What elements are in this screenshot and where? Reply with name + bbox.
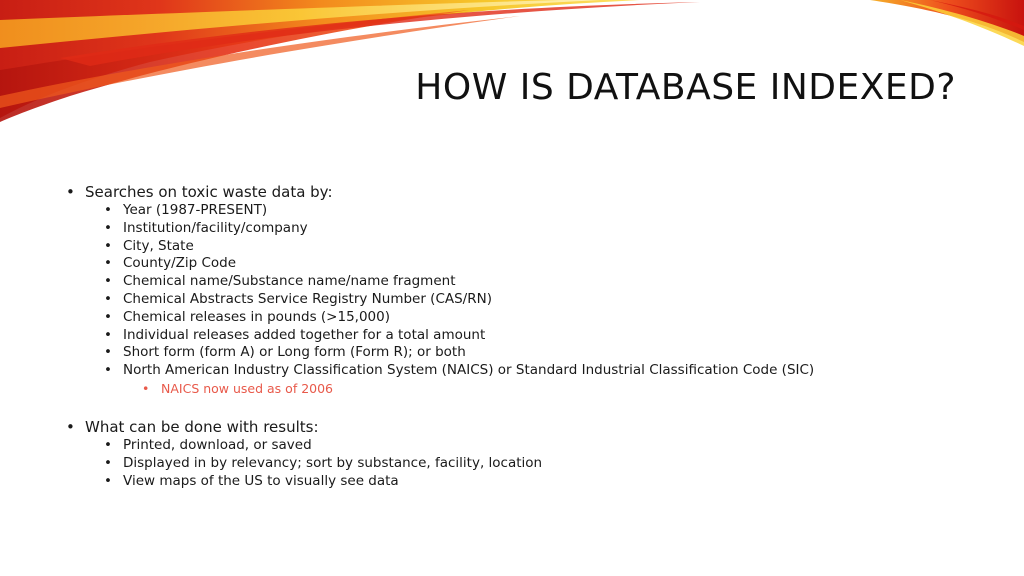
list-item xyxy=(104,362,966,397)
list-item-text: North American Industry Classification System (NAICS) or Standard Industrial Classification Code (SIC) xyxy=(123,362,815,379)
bullet-icon: • xyxy=(104,472,112,489)
list-item xyxy=(104,327,966,345)
bullet-icon: • xyxy=(104,362,112,379)
list-item-text: Chemical Abstracts Service Registry Number (CAS/RN) xyxy=(123,290,492,307)
bullet-icon: • xyxy=(104,436,112,453)
list-item-text: County/Zip Code xyxy=(123,255,237,272)
bullet-icon: • xyxy=(104,326,112,343)
bullet-icon: • xyxy=(104,202,112,218)
list-item xyxy=(104,238,966,256)
list-item xyxy=(104,455,966,473)
subnote-text: NAICS now used as of 2006 xyxy=(161,380,334,396)
sub-sub-bullet-list xyxy=(142,380,966,397)
bullet-icon: • xyxy=(104,255,112,272)
section-heading: Searches on toxic waste data by: xyxy=(85,183,333,201)
bullet-section-searches xyxy=(66,182,966,397)
list-item-text: Chemical releases in pounds (>15,000) xyxy=(123,308,390,325)
bullet-icon: • xyxy=(104,308,112,325)
bullet-icon: • xyxy=(66,183,75,201)
bullet-list xyxy=(66,182,966,490)
list-item xyxy=(104,255,966,273)
sub-bullet-list xyxy=(104,202,966,397)
bullet-icon: • xyxy=(104,219,112,236)
bullet-icon: • xyxy=(104,237,112,254)
bullet-icon: • xyxy=(104,454,112,471)
list-item-text: City, State xyxy=(123,237,194,254)
list-item xyxy=(104,473,966,491)
list-item xyxy=(104,437,966,455)
list-item xyxy=(104,291,966,309)
list-item xyxy=(104,309,966,327)
list-item-text: Individual releases added together for a total amount xyxy=(123,326,486,343)
list-item xyxy=(104,344,966,362)
list-item xyxy=(104,220,966,238)
sub-bullet-list xyxy=(104,437,966,490)
bullet-icon: • xyxy=(104,273,112,290)
bullet-section-results xyxy=(66,417,966,490)
section-heading: What can be done with results: xyxy=(85,417,319,436)
bullet-icon: • xyxy=(104,344,112,361)
list-item-text: Institution/facility/company xyxy=(123,219,308,236)
list-item xyxy=(104,273,966,291)
list-item-text: Year (1987-PRESENT) xyxy=(123,202,268,218)
bullet-icon: • xyxy=(142,380,150,396)
bullet-icon: • xyxy=(66,417,75,436)
slide-title: HOW IS DATABASE INDEXED? xyxy=(415,67,956,108)
list-item-text: Short form (form A) or Long form (Form R); or both xyxy=(123,344,466,361)
list-item xyxy=(104,202,966,220)
subnote-item xyxy=(142,380,966,397)
list-item-text: Printed, download, or saved xyxy=(123,436,312,453)
list-item-text: Displayed in by relevancy; sort by substance, facility, location xyxy=(123,454,543,471)
list-item-text: View maps of the US to visually see data xyxy=(123,472,399,489)
slide-content xyxy=(66,182,966,490)
bullet-icon: • xyxy=(104,290,112,307)
list-item-text: Chemical name/Substance name/name fragment xyxy=(123,273,456,290)
